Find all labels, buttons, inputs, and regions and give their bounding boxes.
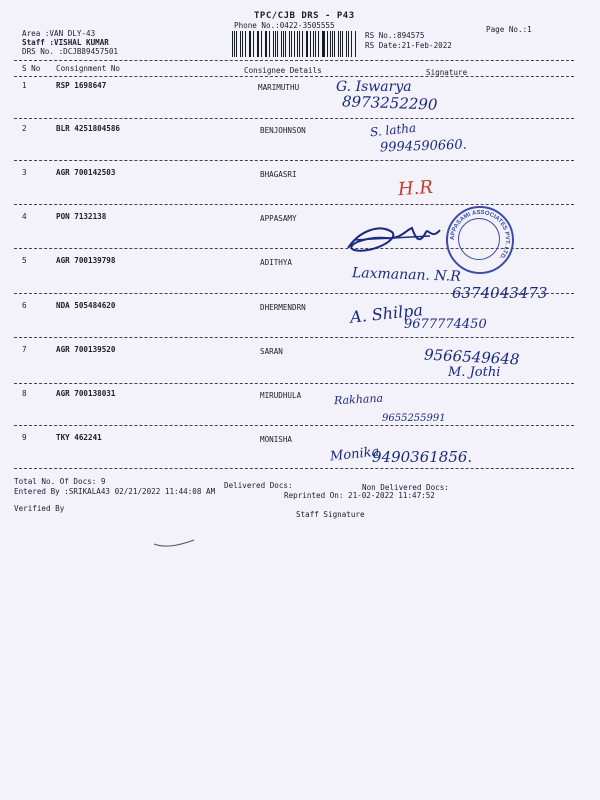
- delivered-docs: Delivered Docs:: [224, 481, 293, 490]
- area-label: Area :VAN DLY-43: [22, 29, 96, 38]
- page-number: Page No.:1: [486, 25, 532, 34]
- barcode-bar: [338, 31, 339, 57]
- stamp-text-ring: [448, 208, 512, 272]
- barcode-bar: [245, 31, 246, 57]
- row-5-handwritten-phone: 6374043473: [452, 284, 548, 302]
- staff-signature: Staff Signature: [296, 510, 365, 519]
- row-6-handwritten-name: A. Shilpa: [349, 300, 424, 327]
- row-9-consignee: MONISHA: [260, 435, 293, 444]
- barcode-bar: [240, 31, 241, 57]
- row-9-sno: 9: [22, 433, 27, 442]
- row-7-consignee: SARAN: [260, 347, 283, 356]
- col-consignee: Consignee Details: [244, 66, 322, 75]
- staff-label: Staff :VISHAL KUMAR: [22, 38, 109, 47]
- header-bottom-rule: [14, 76, 574, 77]
- barcode-bar: [306, 31, 307, 57]
- row-9-handwritten-phone: 9490361856.: [372, 448, 473, 466]
- row-1-consignment: RSP 1698647: [56, 81, 107, 90]
- row-3-consignment: AGR 700142503: [56, 168, 116, 177]
- barcode-bar: [232, 31, 233, 57]
- barcode-bar: [351, 31, 352, 57]
- barcode-bar: [266, 31, 267, 57]
- row-5-consignment: AGR 700139798: [56, 256, 116, 265]
- row-8-handwritten-phone: 9655255991: [382, 413, 446, 424]
- row-6-consignee: DHERMENDRN: [260, 303, 306, 312]
- col-consignment: Consignment No: [56, 64, 121, 73]
- col-sno: S No: [22, 64, 41, 73]
- row-8-handwritten-name: Rakhana: [333, 391, 384, 408]
- row-2-consignee: BENJOHNSON: [260, 126, 306, 135]
- barcode-bar: [299, 31, 300, 57]
- barcode-bar: [253, 31, 254, 57]
- row-1-consignee: MARIMUTHU: [258, 83, 300, 92]
- stamp-text: APPASAMI ASSOCIATES PVT. LTD.: [449, 209, 511, 261]
- row-2-sno: 2: [22, 124, 27, 133]
- rs-number: RS No.:894575: [365, 31, 425, 40]
- row-7-handwritten-name: M. Jothi: [448, 365, 501, 380]
- row-8-sno: 8: [22, 389, 27, 398]
- row-4-consignment: PON 7132138: [56, 212, 107, 221]
- row-4-sno: 4: [22, 212, 27, 221]
- entered-by: Entered By :SRIKALA43 02/21/2022 11:44:08 AM: [14, 487, 216, 496]
- row-2-handwritten-phone: 9994590660.: [379, 137, 468, 156]
- row-7-handwritten-phone: 9566549648: [423, 345, 520, 369]
- barcode-bar: [291, 31, 292, 57]
- verified-mark: [150, 530, 200, 550]
- non-delivered-docs: Non Delivered Docs:: [362, 483, 449, 492]
- verified-by: Verified By: [14, 504, 65, 513]
- svg-text:APPASAMI ASSOCIATES PVT. LTD.: [450, 210, 510, 261]
- barcode-bar: [323, 31, 324, 57]
- row-6-sno: 6: [22, 301, 27, 310]
- row-6-handwritten-phone: 9677774450: [404, 317, 487, 332]
- barcode-bar: [269, 31, 270, 57]
- barcode-bar: [258, 31, 259, 57]
- header-top-rule: [14, 60, 574, 61]
- row-8-consignment: AGR 700138031: [56, 389, 116, 398]
- row-7-sno: 7: [22, 345, 27, 354]
- row-2-rule: [14, 160, 574, 161]
- row-3-sno: 3: [22, 168, 27, 177]
- sheet-title: TPC/CJB DRS - P43: [254, 11, 355, 21]
- total-docs: Total No. Of Docs: 9: [14, 477, 106, 486]
- rs-date: RS Date:21-Feb-2022: [365, 41, 452, 50]
- row-9-rule: [14, 468, 574, 469]
- row-3-consignee: BHAGASRI: [260, 170, 297, 179]
- row-3-rule: [14, 204, 574, 205]
- row-7-consignment: AGR 700139520: [56, 345, 116, 354]
- row-2-handwritten-name: S. latha: [369, 120, 417, 140]
- row-8-consignee: MIRUDHULA: [260, 391, 302, 400]
- row-2-consignment: BLR 4251804586: [56, 124, 121, 133]
- row-1-handwritten-name: G. Iswarya: [336, 79, 412, 95]
- row-5-consignee: ADITHYA: [260, 258, 293, 267]
- barcode-bar: [313, 31, 314, 57]
- row-9-consignment: TKY 462241: [56, 433, 102, 442]
- barcode-bar: [315, 31, 316, 57]
- row-5-sno: 5: [22, 256, 27, 265]
- row-1-sno: 1: [22, 81, 27, 90]
- row-4-signature: [340, 210, 450, 260]
- row-5-handwritten-name: Laxmanan. N.R: [351, 265, 462, 285]
- drs-number: DRS No. :DCJB89457501: [22, 47, 119, 56]
- barcode-bar: [346, 31, 347, 57]
- row-7-rule: [14, 383, 574, 384]
- row-4-consignee: APPASAMY: [260, 214, 297, 223]
- barcode-bar: [285, 31, 286, 57]
- barcode: [232, 31, 356, 57]
- row-1-handwritten-phone: 8973252290: [341, 92, 438, 114]
- company-stamp: [446, 206, 514, 274]
- col-signature: Signature: [426, 68, 468, 77]
- reprinted-on: Reprinted On: 21-02-2022 11:47:52: [284, 491, 435, 500]
- row-9-handwritten-name: Monika: [329, 444, 380, 465]
- row-6-consignment: NDA 505484620: [56, 301, 116, 310]
- row-3-handwritten-mark: H.R: [397, 176, 434, 201]
- row-8-rule: [14, 425, 574, 426]
- barcode-bar: [330, 31, 331, 57]
- row-1-rule: [14, 118, 574, 119]
- phone-number: Phone No.:0422-3505555: [234, 21, 335, 30]
- barcode-bar: [277, 31, 278, 57]
- row-6-rule: [14, 337, 574, 338]
